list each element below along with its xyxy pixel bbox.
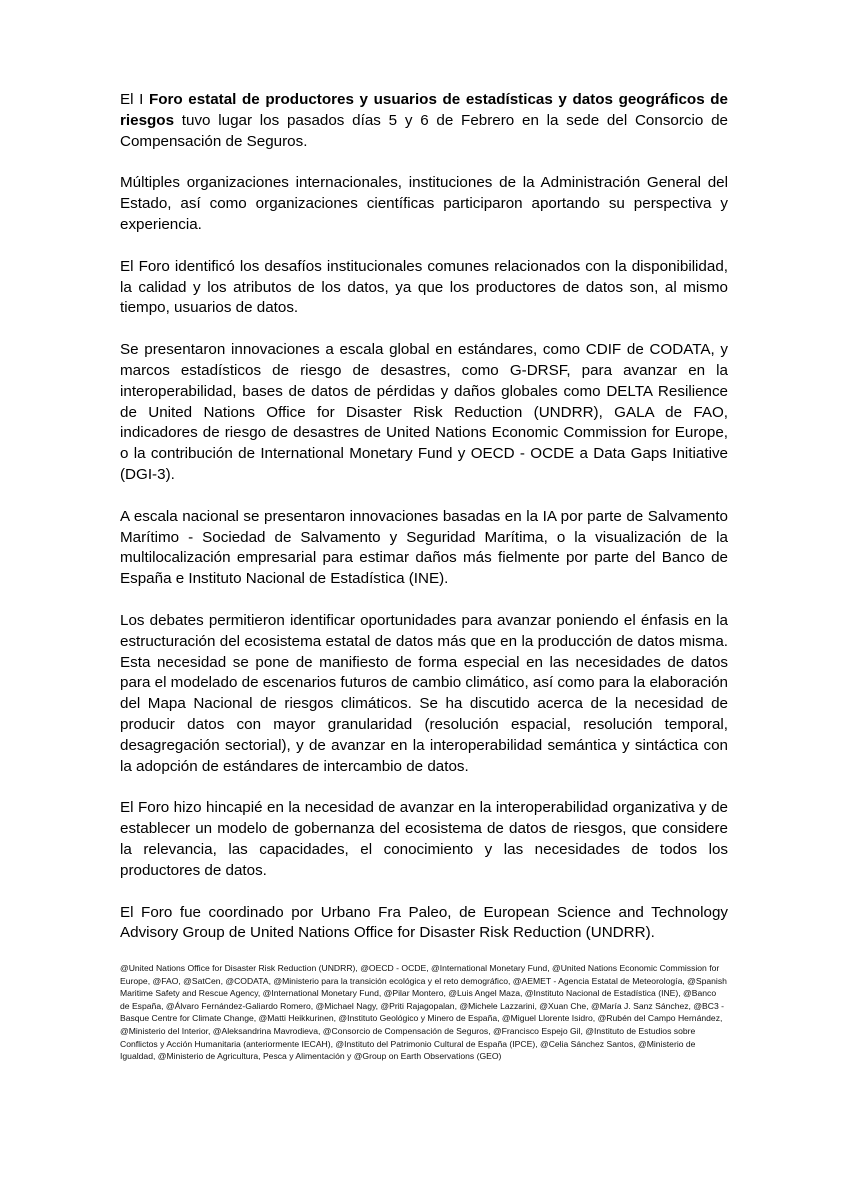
document-page [120,90,728,1071]
intro-paragraph [120,90,728,152]
national-innovations-paragraph: A escala nacional se presentaron innovaciones basadas en la IA por parte de Salvamento Marítimo - Sociedad de Salvamento y Seguridad Marítima, o la visualización de la multilocalización empresarial para estimar daños más fielmente por parte del Banco de España e Instituto Nacional de Estadística (INE). [120,507,728,588]
global-innovations-paragraph: Se presentaron innovaciones a escala global en estándares, como CDIF de CODATA, y marcos estadísticos de riesgo de desastres, como G-DRSF, para avanzar en la interoperabilidad, bases de datos de pérdidas y daños globales como DELTA Resilience de United Nations Office for Disaster Risk Reduction (UNDRR), GALA de FAO, indicadores de riesgo de desastres de United Nations Economic Commission for Europe, o la contribución de International Monetary Fund y OECD - OCDE a Data Gaps Initiative (DGI-3). [120,341,728,483]
debates-paragraph: Los debates permitieron identificar oportunidades para avanzar poniendo el énfasis en la estructuración del ecosistema estatal de datos más que en la producción de datos misma. Esta necesidad se pone de manifiesto de forma especial en las necesidades de datos para el modelado de escenarios futuros de cambio climático, así como para la elaboración del Mapa Nacional de riesgos climáticos. Se ha discutido acerca de la necesidad de producir datos con mayor granularidad (resolución espacial, resolución temporal, desagregación sectorial), y de avanzar en la interoperabilidad semántica y sintáctica con la adopción de estándares de intercambio de datos. [120,611,728,775]
intro-lead: El I [120,91,149,108]
coordination-paragraph: El Foro fue coordinado por Urbano Fra Paleo, de European Science and Technology Advisory Group de United Nations Office for Disaster Risk Reduction (UNDRR). [120,903,728,942]
mentions-footnote: @United Nations Office for Disaster Risk Reduction (UNDRR), @OECD - OCDE, @International Monetary Fund, @United Nations Economic Commission for Europe, @FAO, @SatCen, @CODATA, @Ministerio para la transición ecológica y el reto demográfico, @AEMET - Agencia Estatal de Meteorología, @Spanish Maritime Safety and Rescue Agency, @International Monetary Fund, @Pilar Montero, @Luis Angel Maza, @Instituto Nacional de Estadística (INE), @Banco de España, @Álvaro Fernández-Galiardo Romero, @Michael Nagy, @Priti Rajagopalan, @Michele Lazzarini, @Xuan Che, @María J. Sanz Sánchez, @BC3 - Basque Centre for Climate Change, @Matti Heikkurinen, @Instituto Geológico y Minero de España, @Miguel Llorente Isidro, @Rubén del Campo Hernández, @Ministerio del Interior, @Aleksandrina Mavrodieva, @Consorcio de Compensación de Seguros, @Francisco Espejo Gil, @Instituto de Estudios sobre Conflictos y Acción Humanitaria (anteriormente IECAH), @Instituto del Patrimonio Cultural de España (IPCE), @Celia Sánchez Santos, @Ministerio de Igualdad, @Ministerio de Agricultura, Pesca y Alimentación y @Group on Earth Observations (GEO) [120,963,727,1062]
participants-paragraph: Múltiples organizaciones internacionales, instituciones de la Administración General del Estado, así como organizaciones científicas participaron aportando su perspectiva y experiencia. [120,174,728,233]
forum-name: Foro estatal de productores y usuarios de estadísticas y datos geográficos de riesgos [120,91,728,129]
governance-paragraph: El Foro hizo hincapié en la necesidad de avanzar en la interoperabilidad organizativa y de establecer un modelo de gobernanza del ecosistema de datos de riesgos, que considere la relevancia, las capacidades, el conocimiento y las necesidades de todos los productores de datos. [120,799,728,879]
intro-rest: tuvo lugar los pasados días 5 y 6 de Febrero en la sede del Consorcio de Compensación de Seguros. [120,111,728,150]
challenges-paragraph: El Foro identificó los desafíos institucionales comunes relacionados con la disponibilidad, la calidad y los atributos de los datos, ya que los productores de datos son, al mismo tiempo, usuarios de datos. [120,257,728,317]
